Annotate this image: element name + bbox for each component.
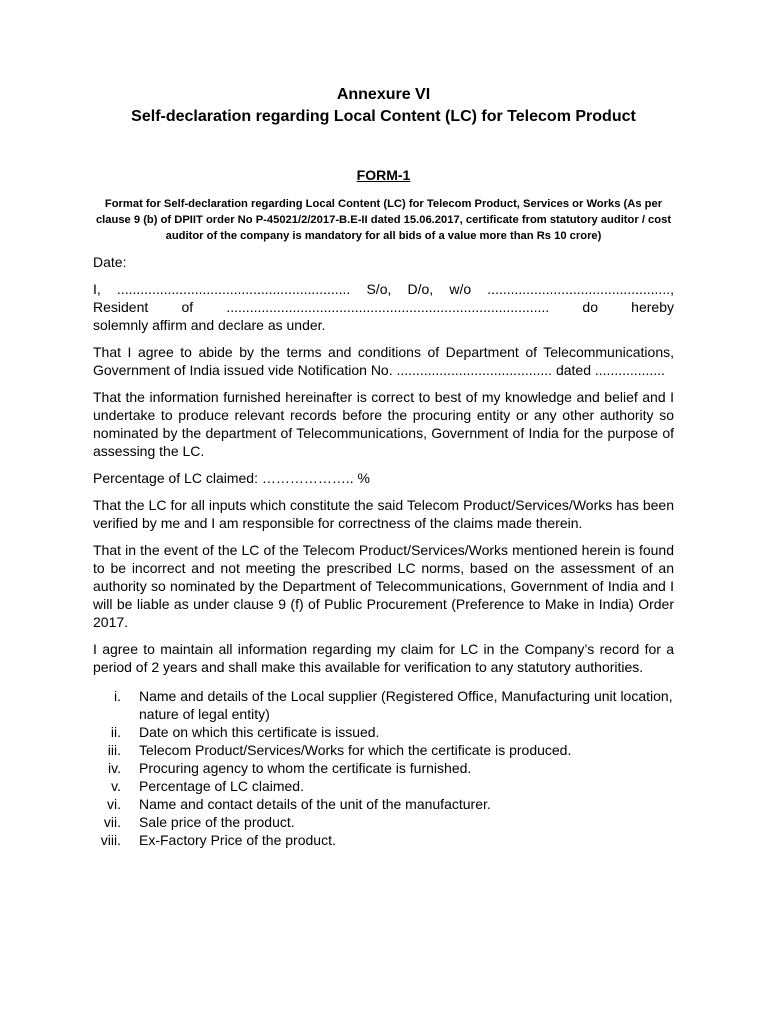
list-item-text: Sale price of the product. bbox=[139, 814, 295, 830]
format-note: Format for Self-declaration regarding Local Content (LC) for Telecom Product, Services or Works (As per clause 9 (b) of DPIIT order No P-45021/2/2017-B.E-II dated 15.06.2017, certificate from statutory auditor / cost auditor of the company is mandatory for all bids of a value more than Rs 10 crore) bbox=[95, 198, 672, 242]
verified-paragraph: That the LC for all inputs which constitute the said Telecom Product/Services/Works has been verified by me and I am responsible for correctness of the claims made therein. bbox=[93, 497, 674, 531]
list-item-number: ii. bbox=[110, 724, 121, 740]
form-label: FORM-1 bbox=[356, 167, 411, 183]
list-item bbox=[93, 831, 674, 849]
annexure-heading: Annexure VI bbox=[336, 86, 431, 103]
list-item-number: vi. bbox=[107, 796, 121, 812]
list-item-number: vii. bbox=[103, 814, 121, 830]
list-item bbox=[93, 795, 674, 813]
event-paragraph: That in the event of the LC of the Telecom Product/Services/Works mentioned herein is found to be incorrect and not meeting the prescribed LC norms, based on the assessment of an authority so nominated by the Department of Telecommunications, Government of India and I will be liable as under clause 9 (f) of Public Procurement (Preference to Make in India) Order 2017. bbox=[93, 542, 674, 630]
list-item-number: v. bbox=[111, 778, 121, 794]
list-item-number: iii. bbox=[107, 742, 121, 758]
document-title: Self-declaration regarding Local Content (LC) for Telecom Product bbox=[131, 108, 636, 125]
list-item bbox=[93, 741, 674, 759]
list-item-text: Ex-Factory Price of the product. bbox=[139, 832, 336, 848]
list-item-number: i. bbox=[114, 688, 121, 704]
list-item-number: iv. bbox=[108, 760, 121, 776]
list-item-text: Name and details of the Local supplier (Registered Office, Manufacturing unit location, nature of legal entity) bbox=[139, 688, 673, 722]
list-item-text: Telecom Product/Services/Works for which the certificate is produced. bbox=[139, 742, 572, 758]
list-item-text: Procuring agency to whom the certificate is furnished. bbox=[139, 760, 472, 776]
list-item bbox=[93, 813, 674, 831]
maintain-paragraph: I agree to maintain all information regarding my claim for LC in the Company’s record for a period of 2 years and shall make this available for verification to any statutory authorities. bbox=[93, 641, 674, 675]
agree-paragraph: That I agree to abide by the terms and conditions of Department of Telecommunications, Government of India issued vide Notification No. ........................................ dated .................. bbox=[93, 344, 674, 378]
list-item-text: Date on which this certificate is issued. bbox=[139, 724, 380, 740]
list-item bbox=[93, 687, 674, 723]
list-item bbox=[93, 777, 674, 795]
date-field: Date: bbox=[93, 254, 127, 270]
document-content bbox=[93, 84, 674, 849]
list-item bbox=[93, 723, 674, 741]
list-item-number: viii. bbox=[100, 832, 121, 848]
declarant-line-1: I, ............................................................ S/o, D/o, w/o ..............................................., bbox=[93, 281, 674, 297]
list-item-text: Percentage of LC claimed. bbox=[139, 778, 304, 794]
list-item-text: Name and contact details of the unit of the manufacturer. bbox=[139, 796, 491, 812]
information-paragraph: That the information furnished hereinafter is correct to best of my knowledge and belief and I undertake to produce relevant records before the procuring entity or any other authority so nominated by the department of Telecommunications, Government of India for the purpose of assessing the LC. bbox=[93, 389, 674, 459]
required-details-list bbox=[93, 687, 674, 849]
list-item bbox=[93, 759, 674, 777]
percentage-claimed-field: Percentage of LC claimed: ……………….. % bbox=[93, 470, 370, 486]
declarant-paragraph bbox=[93, 280, 674, 334]
declarant-line-2: Resident of ................................................................................... do hereby bbox=[93, 299, 674, 315]
declarant-line-3: solemnly affirm and declare as under. bbox=[93, 317, 326, 333]
